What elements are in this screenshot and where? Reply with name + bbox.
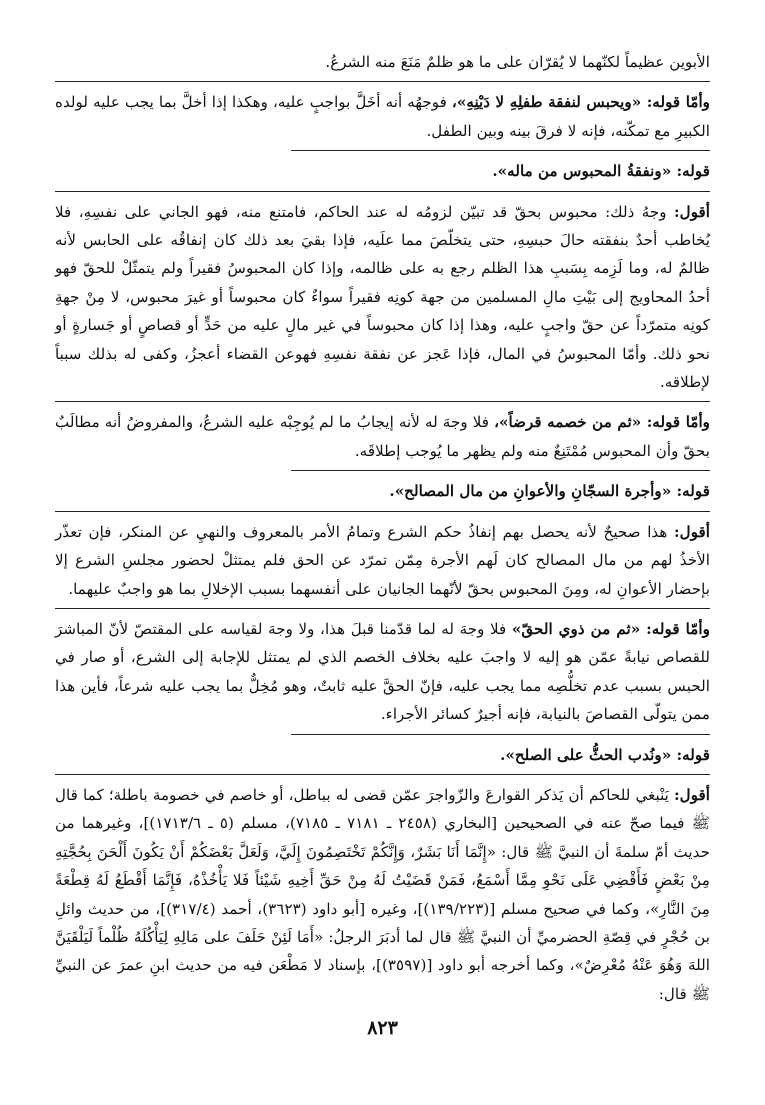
paragraph-text: فوجهُه أنه أخَلَّ بواجبٍ عليه، وهكذا إذا أخلَّ بما يجب عليه لولده الكبيرِ مع تمكّنه، فإنه لا فرقَ بينه وبين الطفل.	[55, 93, 710, 140]
paragraph-text: يَنْبغي للحاكم أن يَذكر القوارعَ والزّواجرَ عمّن قضى له بباطل، أو خاصم في خصومة باطلة؛ كما قال ﷺ فيما صحّ عنه في الصحيحين [البخاري (٢٤٥٨ ـ ٧١٨١ ـ ٧١٨٥)، مسلم (٥ ـ ١٧١٣/٦)]، وغيرهما من حديث أمّ سلمةَ أن النبيَّ ﷺ قال: «إِنَّمَا أَنَا بَشَرٌ، وَإِنَّكُمْ تَخْتَصِمُونَ إِلَيَّ، وَلَعَلَّ بَعْضَكُمْ أَنْ يَكُونَ أَلْحَنَ بِحُجَّتِهِ مِنْ بَعْضٍ فَأَقْضِي عَلَى نَحْوِ مِمَّا أَسْمَعُ، فَمَنْ قَضَيْتُ لَهُ مِنْ حَقِّ أَخِيهِ شَيْئاً فَلا يَأْخُذْهُ، فَإِنَّمَا أَقْطَعُ لَهُ قِطْعَةً مِنَ النَّارِ»، وكما في صحيح مسلم [(١٣٩/٢٢٣)]، وغيره [أبو داود (٣٦٢٣)، أحمد (٣١٧/٤)]، من حديث وائلِ بن حُجْرٍ في قِصّةِ الحضرميِّ أن النبيَّ ﷺ قال لما أدبَرَ الرجلُ: «أَمَا لَئِنْ حَلَفَ على مَالِهِ لِيَأْكُلَهُ ظُلْماً لَيَلْقَيَنَّ اللهَ وَهُوَ عَنْهُ مُعْرِضٌ»، وكما أخرجه أبو داود [(٣٥٩٧)]، بإسناد لا مَطْعَن فيه من حديث ابنِ عمرَ عن النبيِّ ﷺ قال:	[55, 785, 711, 1003]
paragraph	[55, 157, 710, 185]
paragraph	[55, 741, 710, 769]
paragraph-heading: أقول:	[674, 785, 711, 804]
section-divider	[291, 150, 710, 151]
page-number: ٨٢٣	[367, 1017, 398, 1039]
section-divider	[291, 470, 710, 471]
paragraph-text: فلا وجهَ له لما قدّمنا قبلَ هذا، ولا وجهَ لقياسه على المقتصّ لأنّ المباشرَ للقصاص نيابةً عمّن هو إليه لا واجبَ عليه بخلاف الخصم الذي لم يمتثل للإجابة إلى الشرع، أو صار في الحبس بسبب عدم تخلُّصِه مما يجب عليه، فإنّ الحقَّ عليه ثابتٌ، وهو مُخِلٌّ بما يجب عليه شرعاً، فأين هذا ممن يتولّى القصاصَ بالنيابة، فإنه أجيرٌ كسائر الأجراء.	[55, 619, 710, 724]
paragraph-heading: قوله: «وأجرة السجّانِ والأعوانِ من مال المصالح».	[389, 482, 710, 501]
paragraph	[55, 88, 710, 145]
paragraph-text: وجهُ ذلك: محبوس بحقّ قد تبيّن لزومُه له عند الحاكم، فامتنع منه، فهو الجاني على نفسِهِ، فلا يُخاطب أحدٌ بنفقته حالَ حبسِهِ، حتى يتخلّصَ مما علَيه، فإذا بقيَ بعد ذلك كان إنفاقُه على الحابس لأنه ظالمٌ له، وما لَزِمه بِسَببِ هذا الظلم رجع به على ظالمه، وإذا كان المحبوسُ فقيراً ولم يتمثّلْ للحقّ فهو أحدُ المحاويج إلى بَيْتِ مالِ المسلمين من جهة كونِه فقيراً سواءٌ كان محبوساً أو غيرَ محبوس، لا مِنْ جهةِ كونِه متمرّداً عن حقّ واجبٍ عليه، وهذا إذا كان محبوساً في غير مالٍ عليه من حَدٍّ أو قصاصٍ أو جَسارةٍ أو نحو ذلك. وأمّا المحبوسُ في المال، فإذا عَجز عن نفقة نفسِهِ فهوعن القضاء أعجزُ، وكفى له بذلك سبباً لإطلاقه.	[55, 202, 710, 392]
paragraph-heading: قوله: «ونفقةُ المحبوس من ماله».	[492, 162, 710, 181]
section-divider	[55, 401, 710, 402]
paragraph	[55, 615, 710, 729]
paragraph	[55, 518, 710, 603]
paragraph	[55, 408, 710, 465]
section-divider	[55, 191, 710, 192]
paragraph-heading: أقول:	[674, 202, 711, 221]
section-divider	[55, 608, 710, 609]
paragraph-heading: أقول:	[674, 522, 711, 541]
paragraph	[55, 198, 710, 397]
paragraph-text: فلا وجهَ له لأنه إيجابُ ما لم يُوجِبْه عليه الشرعُ، والمفروضُ أنه مطالَبٌ بحقّ وأن المحبوس مُمْتَنِعٌ منه ولم يظهر ما يُوجب إطلاقَه.	[55, 413, 710, 460]
paragraph	[55, 781, 710, 1008]
paragraph	[55, 48, 710, 76]
section-divider	[55, 511, 710, 512]
paragraph-heading: قوله: «ونُدب الحثُّ على الصلح».	[500, 745, 710, 764]
paragraph-heading: وأمّا قوله: «ويحبس لنفقة طفلِهِ لا دَيْنِهِ»،	[451, 93, 711, 112]
page-body	[55, 48, 710, 1048]
paragraph-heading: وأمّا قوله: «ثم من ذوي الحقّ»	[511, 619, 710, 638]
paragraph-text: الأبوين عظيماً لكنّهما لا يُقرّان على ما هو ظلمٌ مَنَعَ منه الشرعُ.	[325, 53, 710, 71]
paragraph-text: هذا صحيحٌ لأنه يحصل بهم إنفاذُ حكم الشرع وتمامُ الأمر بالمعروف والنهيِ عن المنكر، فإن تعذّر الأخذُ لهم من مال المصالح كان لَهم الأجرة مِمّن تمرّد عن الحق فلم يمتثلْ لحضور مجلسِ الشرع إلا بإحضار الأعوانِ له، ومِنَ المحبوس بحقّ لأنّهما الجانيان على أنفسهما بسبب الإخلالِ بما هو واجبٌ عليهما.	[55, 522, 710, 598]
section-divider	[291, 734, 710, 735]
paragraph-heading: وأمّا قوله: «ثم من خصمه قرضاً»،	[494, 413, 711, 432]
section-divider	[55, 81, 710, 82]
section-divider	[55, 774, 710, 775]
paragraph	[55, 477, 710, 505]
